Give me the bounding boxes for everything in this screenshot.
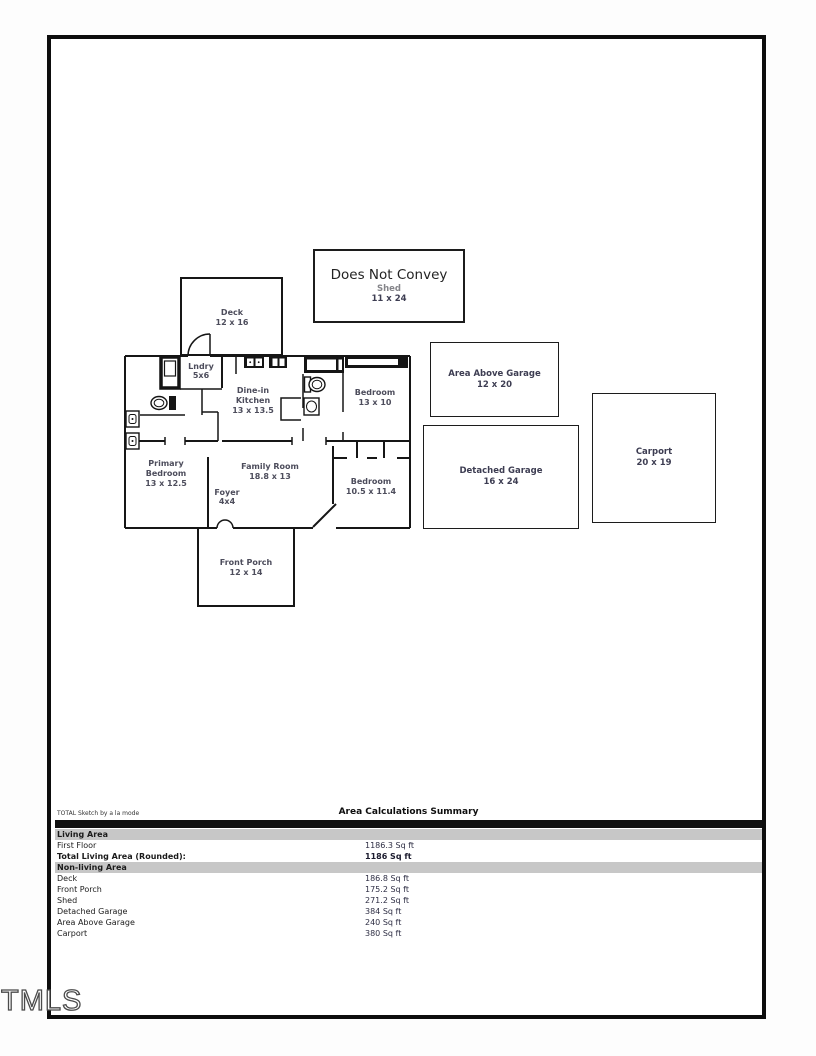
- shed-name: Shed: [376, 284, 402, 294]
- row-label: Carport: [57, 929, 88, 938]
- room-name: Family Room: [241, 462, 299, 471]
- patio-door-leaf: [313, 504, 336, 527]
- does-not-convey-label: Does Not Convey: [330, 267, 448, 283]
- room-dims: 5x6: [192, 371, 210, 380]
- row-value: 186.8 Sq ft: [365, 874, 409, 883]
- detached-garage-box: [423, 425, 579, 529]
- summary-title: Area Calculations Summary: [338, 807, 479, 817]
- area-above-garage-box: [430, 342, 559, 417]
- tub-step: [339, 360, 343, 371]
- room-label-bedroom-top: [335, 388, 415, 408]
- room-name: Primary: [148, 459, 184, 468]
- room-label-kitchen: [213, 386, 293, 416]
- row-label: Non-living Area: [57, 863, 127, 872]
- room-label-family-room: [215, 462, 325, 482]
- room-label-deck: [192, 308, 272, 328]
- area-above-garage-dims: 12 x 20: [476, 379, 513, 390]
- room-name: Bedroom: [354, 388, 396, 397]
- vanity-drain: [132, 440, 134, 442]
- row-value: 384 Sq ft: [365, 907, 402, 916]
- room-label-bedroom-bottom: [323, 477, 419, 497]
- front-door-arch: [217, 520, 233, 528]
- row-label: Shed: [57, 896, 78, 905]
- row-label: Area Above Garage: [57, 918, 135, 927]
- table-row: [55, 840, 762, 851]
- room-dims: 13 x 10: [358, 398, 392, 407]
- appliance-panel: [273, 359, 278, 367]
- room-label-front-porch: [206, 558, 286, 578]
- row-label: First Floor: [57, 841, 97, 850]
- bedroom-closet-inner: [348, 359, 398, 365]
- table-section-row: [55, 862, 762, 873]
- row-value: 1186 Sq ft: [365, 852, 412, 861]
- table-row: [55, 928, 762, 939]
- room-name: Lndry: [188, 362, 214, 371]
- room-name: Bedroom: [145, 469, 187, 478]
- toilet-icon: [309, 378, 325, 392]
- room-dims: 10.5 x 11.4: [345, 487, 397, 496]
- room-dims: 13 x 13.5: [232, 406, 274, 415]
- carport-dims: 20 x 19: [636, 458, 672, 468]
- table-row: [55, 895, 762, 906]
- toilet-tank: [169, 396, 176, 410]
- shed-dims: 11 x 24: [371, 294, 407, 304]
- table-row: [55, 873, 762, 884]
- hall-walls: [140, 389, 222, 441]
- row-label: Front Porch: [57, 885, 102, 894]
- vanity-drain: [132, 418, 134, 420]
- room-name: Dine-in: [236, 386, 270, 395]
- row-value: 271.2 Sq ft: [365, 896, 409, 905]
- room-name: Deck: [220, 308, 244, 317]
- room-name: Foyer: [214, 488, 240, 497]
- row-label: Total Living Area (Rounded):: [57, 852, 186, 861]
- room-name: Bedroom: [350, 477, 392, 486]
- table-total-row: [55, 851, 762, 862]
- area-above-garage-name: Area Above Garage: [448, 368, 541, 379]
- room-label-laundry: [178, 362, 224, 380]
- burner-dot: [258, 361, 260, 363]
- row-value: 1186.3 Sq ft: [365, 841, 415, 850]
- room-name: Kitchen: [235, 396, 271, 405]
- table-row: [55, 917, 762, 928]
- room-label-primary-bedroom: [126, 459, 206, 489]
- appliance-panel: [280, 359, 285, 367]
- tmls-logo: TMLS: [1, 985, 83, 1017]
- detached-garage-dims: 16 x 24: [483, 477, 519, 487]
- row-label: Detached Garage: [57, 907, 128, 916]
- table-row: [55, 906, 762, 917]
- carport-name: Carport: [635, 447, 673, 457]
- room-dims: 13 x 12.5: [145, 479, 187, 488]
- toilet-icon: [151, 397, 167, 410]
- detached-garage-name: Detached Garage: [459, 466, 543, 476]
- tub-basin: [307, 360, 336, 371]
- closet-dividers: [357, 441, 384, 458]
- burner-dot: [249, 361, 251, 363]
- software-watermark: TOTAL Sketch by a la mode: [57, 810, 140, 817]
- room-name: Front Porch: [219, 558, 273, 567]
- washer-icon: [165, 361, 176, 376]
- summary-header-bar: [55, 820, 762, 828]
- room-label-foyer: [203, 488, 251, 506]
- row-value: 175.2 Sq ft: [365, 885, 409, 894]
- table-section-row: [55, 829, 762, 840]
- room-dims: 12 x 16: [215, 318, 249, 327]
- carport-box: [592, 393, 716, 523]
- row-value: 380 Sq ft: [365, 929, 402, 938]
- area-calculations-table: [55, 829, 762, 939]
- shed-does-not-convey-box: [313, 249, 465, 323]
- row-label: Living Area: [57, 830, 108, 839]
- table-row: [55, 884, 762, 895]
- row-label: Deck: [57, 874, 78, 883]
- room-dims: 4x4: [218, 497, 236, 506]
- room-dims: 18.8 x 13: [249, 472, 291, 481]
- deck-door-arc: [188, 334, 210, 356]
- room-dims: 12 x 14: [229, 568, 263, 577]
- row-value: 240 Sq ft: [365, 918, 402, 927]
